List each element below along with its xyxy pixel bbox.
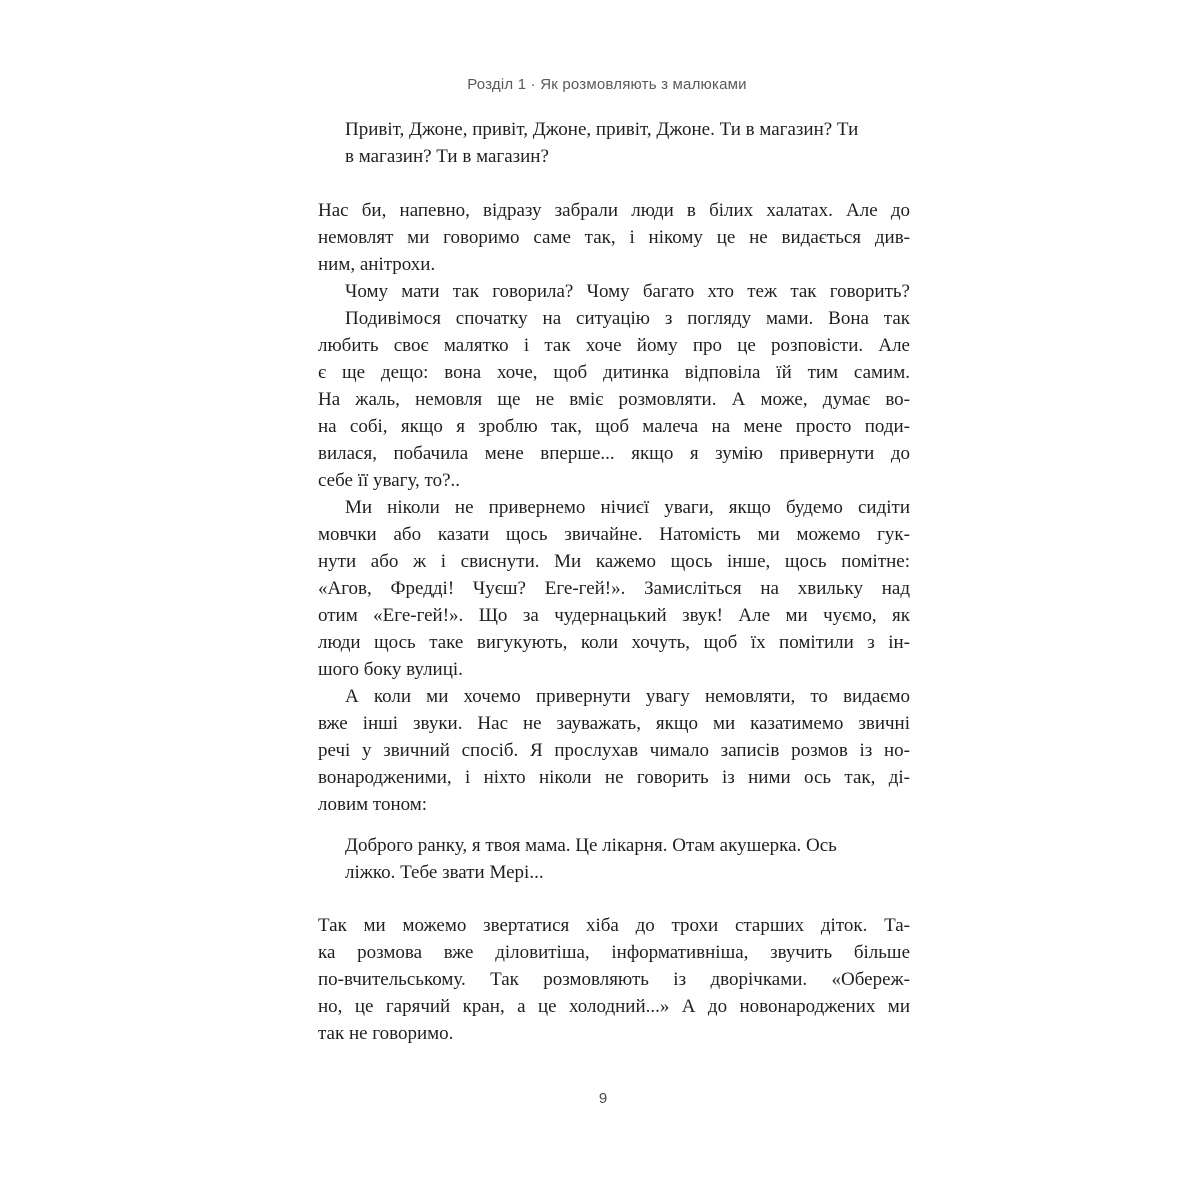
text-line: ловим тоном: [318, 794, 428, 815]
page-number: 9 [598, 1090, 608, 1107]
text-line: Привіт, Джоне, привіт, Джоне, привіт, Джоне. Ти в магазин? Ти [345, 119, 859, 140]
block-quote [345, 116, 894, 170]
text-line: мовчки або казати щось звичайне. Натомість ми можемо гук- [318, 524, 910, 545]
text-line: вонародженими, і ніхто ніколи не говорить із ними ось так, ді- [318, 767, 910, 788]
text-line: Доброго ранку, я твоя мама. Це лікарня. Отам акушерка. Ось [345, 835, 837, 856]
text-line: вилася, побачила мене вперше... якщо я зумію привернути до [318, 443, 910, 464]
text-line: шого боку вулиці. [318, 659, 463, 680]
text-line: ним, анітрохи. [318, 254, 436, 275]
paragraph [318, 197, 910, 278]
text-line: на собі, якщо я зроблю так, щоб малеча на мене просто поди- [318, 416, 910, 437]
paragraph [318, 912, 910, 1047]
text-line: по-вчительському. Так розмовляють із дворічками. «Обереж- [318, 969, 910, 990]
text-line: любить своє малятко і так хоче йому про це розповісти. Але [318, 335, 910, 356]
text-line: речі у звичний спосіб. Я прослухав чимало записів розмов із но- [318, 740, 910, 761]
text-line: ліжко. Тебе звати Мері... [345, 862, 544, 883]
text-line: отим «Еге-гей!». Що за чудернацький звук! Але ми чуємо, як [318, 605, 910, 626]
text-line: ка розмова вже діловитіша, інформативніша, звучить більше [318, 942, 910, 963]
paragraph [318, 305, 910, 494]
text-line: Ми ніколи не привернемо нічиєї уваги, якщо будемо сидіти [345, 497, 910, 518]
text-line: но, це гарячий кран, а це холодний...» А до новонароджених ми [318, 996, 910, 1017]
text-line: Подивімося спочатку на ситуацію з погляду мами. Вона так [345, 308, 910, 329]
text-line: Чому мати так говорила? Чому багато хто теж так говорить? [345, 281, 910, 302]
text-line: А коли ми хочемо привернути увагу немовляти, то видаємо [345, 686, 910, 707]
text-line: Нас би, напевно, відразу забрали люди в білих халатах. Але до [318, 200, 910, 221]
text-line: себе її увагу, то?.. [318, 470, 461, 491]
text-line: люди щось таке вигукують, коли хочуть, щоб їх помітили з ін- [318, 632, 910, 653]
text-line: є ще дещо: вона хоче, щоб дитинка відповіла їй тим самим. [318, 362, 910, 383]
text-line: Так ми можемо звертатися хіба до трохи старших діток. Та- [318, 915, 910, 936]
text-line: в магазин? Ти в магазин? [345, 146, 549, 167]
text-column [318, 0, 910, 1047]
text-line: «Агов, Фредді! Чуєш? Еге-гей!». Замисліться на хвильку над [318, 578, 910, 599]
text-line: На жаль, немовля ще не вміє розмовляти. А може, думає во- [318, 389, 910, 410]
block-quote [345, 832, 894, 886]
paragraph [318, 494, 910, 683]
running-header: Розділ 1 · Як розмовляють з малюками [467, 76, 747, 93]
text-line: так не говоримо. [318, 1023, 454, 1044]
text-line: вже інші звуки. Нас не зауважать, якщо ми казатимемо звичні [318, 713, 910, 734]
paragraph [318, 278, 910, 305]
text-line: немовлят ми говоримо саме так, і нікому це не видається див- [318, 227, 910, 248]
paragraph [318, 683, 910, 818]
text-line: нути або ж і свиснути. Ми кажемо щось інше, щось помітне: [318, 551, 910, 572]
